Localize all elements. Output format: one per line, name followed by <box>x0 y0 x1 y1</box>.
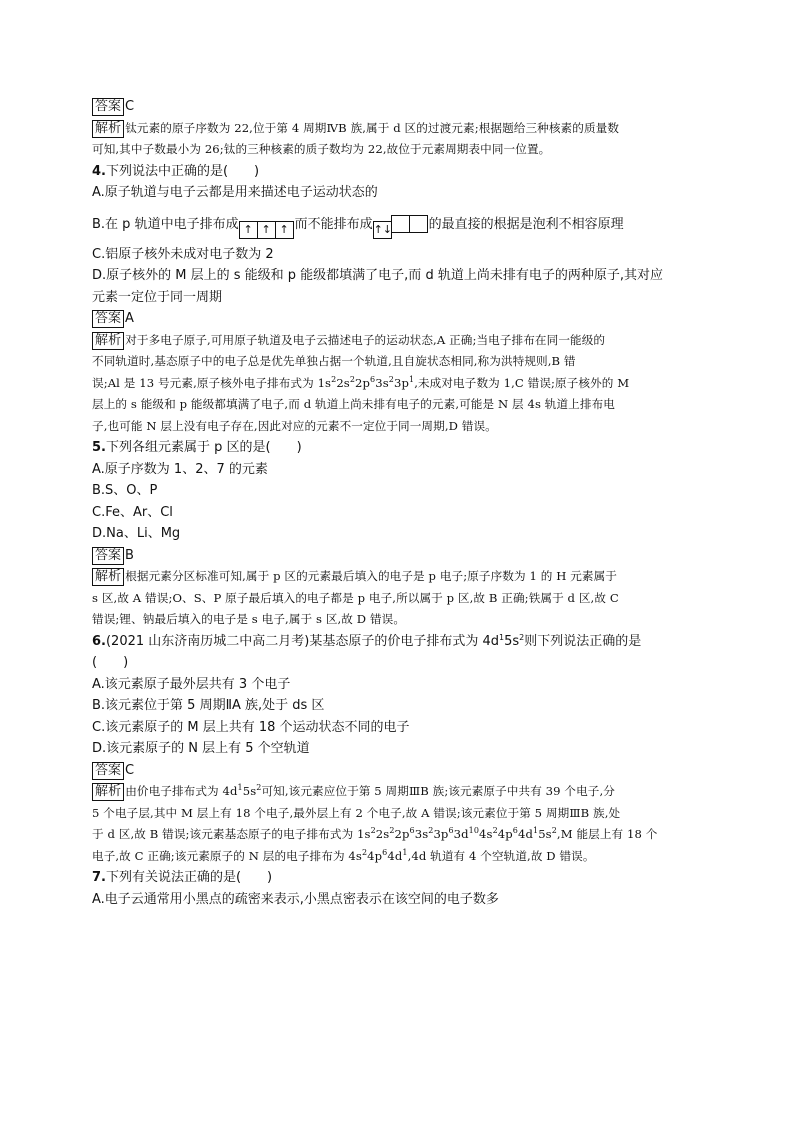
q4-analysis-3: 误;Al 是 13 号元素,原子核外电子排布式为 $1s^22s^22p^63s^23p^1$,未成对电子数为 1,C 错误;原子核外的 M <box>92 374 630 390</box>
q4-option-d: D.原子核外的 M 层上的 s 能级和 p 能级都填满了电子,而 d 轨道上尚未排有电子的两种原子,其对应 <box>92 268 663 283</box>
q6-stem: 6.(2021 山东济南历城二中高二月考)某基态原子的价电子排布式为 $4d^15s^2$则下列说法正确的是 <box>92 632 642 649</box>
analysis-tag: 解析 <box>92 783 124 801</box>
document-page <box>92 96 712 910</box>
q6-analysis-2: 5 个电子层,其中 M 层上有 18 个电子,最外层上有 2 个电子,故 A 错误;该元素位于第 5 周期ⅢB 族,处 <box>92 805 621 820</box>
q5-answer: 答案 B <box>92 545 712 567</box>
q4-analysis-5: 子,也可能 N 层上没有电子存在,因此对应的元素不一定位于同一周期,D 错误。 <box>92 418 497 433</box>
q6-option-b: B.该元素位于第 5 周期ⅡA 族,处于 ds 区 <box>92 698 325 713</box>
orbital-diagram-hund: ↑ ↑ ↑ <box>240 215 294 233</box>
q3-answer: 答案 C <box>92 96 712 118</box>
q6-analysis-3: 于 d 区,故 B 错误;该元素基态原子的电子排布式为 $1s^22s^22p^63s^23p^63d^{10}4s^24p^64d^15s^2,M$ 能层上有 18 个 <box>92 826 658 841</box>
analysis-tag: 解析 <box>92 120 124 138</box>
q6-option-d: D.该元素原子的 N 层上有 5 个空轨道 <box>92 741 310 756</box>
q4-option-c: C.铝原子核外未成对电子数为 2 <box>92 246 274 262</box>
q7-stem: 7.下列有关说法正确的是( ) <box>92 870 273 885</box>
q5-option-a: A.原子序数为 1、2、7 的元素 <box>92 461 268 477</box>
q3-analysis: 解析 钛元素的原子序数为 22,位于第 4 周期ⅣB 族,属于 d 区的过渡元素;根据题给三种核素的质量数 <box>92 118 712 140</box>
q5-option-d: D.Na、Li、Mg <box>92 526 181 541</box>
q4-stem: 4.下列说法中正确的是( ) <box>92 163 260 179</box>
analysis-tag: 解析 <box>92 568 124 586</box>
q4-analysis-2: 不同轨道时,基态原子中的电子总是优先单独占据一个轨道,且自旋状态相同,称为洪特规则,B 错 <box>92 354 576 368</box>
q6-answer: 答案 C <box>92 760 712 782</box>
q5-option-b: B.S、O、P <box>92 483 158 498</box>
q5-option-c: C.Fe、Ar、Cl <box>92 504 173 520</box>
q7-option-a: A.电子云通常用小黑点的疏密来表示,小黑点密表示在该空间的电子数多 <box>92 891 499 907</box>
q6-paren: ( ) <box>92 655 129 670</box>
q4-answer: 答案 A <box>92 308 712 330</box>
answer-tag: 答案 <box>92 310 124 328</box>
q5-analysis-2: s 区,故 A 错误;O、S、P 原子最后填入的电子都是 p 电子,所以属于 p 区,故 B 正确;铁属于 d 区,故 C <box>92 590 619 605</box>
answer-tag: 答案 <box>92 547 124 565</box>
q4-analysis: 解析 对于多电子原子,可用原子轨道及电子云描述电子的运动状态,A 正确;当电子排布在同一能级的 <box>92 330 712 352</box>
q4-analysis-4: 层上的 s 能级和 p 能级都填满了电子,而 d 轨道上尚未排有电子的元素,可能是 N 层 4s 轨道上排布电 <box>92 397 615 411</box>
q4-option-b: B.在 p 轨道中电子排布成 ↑ ↑ ↑ 而不能排布成↑↓ 的最直接的根据是泡利不相容原理 <box>92 210 712 240</box>
q5-stem: 5.下列各组元素属于 p 区的是( ) <box>92 440 302 455</box>
q6-analysis: 解析 由价电子排布式为 $4d^15s^2$可知,该元素应位于第 5 周期ⅢB 族;该元素原子中共有 39 个电子,分 <box>92 781 712 803</box>
q5-analysis: 解析 根据元素分区标准可知,属于 p 区的元素最后填入的电子是 p 电子;原子序数为 1 的 H 元素属于 <box>92 566 712 588</box>
q5-analysis-3: 错误;锂、钠最后填入的电子是 s 电子,属于 s 区,故 D 错误。 <box>92 612 406 626</box>
answer-tag: 答案 <box>92 98 124 116</box>
analysis-tag: 解析 <box>92 332 124 350</box>
q4-option-a: A.原子轨道与电子云都是用来描述电子运动状态的 <box>92 185 378 200</box>
answer-tag: 答案 <box>92 762 124 780</box>
q6-option-a: A.该元素原子最外层共有 3 个电子 <box>92 676 291 692</box>
q3-analysis-cont: 可知,其中子数最小为 26;钛的三种核素的质子数均为 22,故位于元素周期表中同一位置。 <box>92 142 551 156</box>
q4-option-d-cont: 元素一定位于同一周期 <box>92 289 223 305</box>
orbital-diagram-paired: ↑↓ <box>374 215 428 233</box>
q6-option-c: C.该元素原子的 M 层上共有 18 个运动状态不同的电子 <box>92 719 410 735</box>
q6-analysis-4: 电子,故 C 正确;该元素原子的 N 层的电子排布为 $4s^24p^64d^1,4d$ 轨道有 4 个空轨道,故 D 错误。 <box>92 847 595 863</box>
